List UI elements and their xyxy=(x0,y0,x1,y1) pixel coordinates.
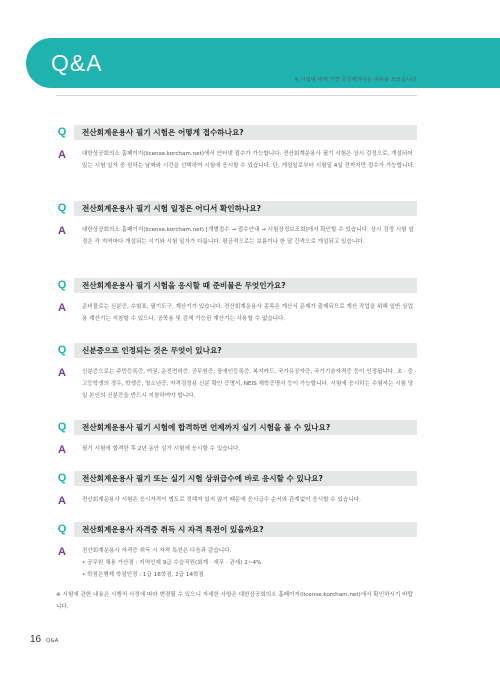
question-text: 전산회계운용사 필기 또는 실기 시험 상위급수에 바로 응시할 수 있나요? xyxy=(82,474,323,483)
footnote: ※ 시험에 관한 내용은 시행처 사정에 따라 변경될 수 있으니 자세한 사항은 대한상공회의소 홈페이지(license.korcham.net)에서 확인하시기 바랍니다. xyxy=(56,592,413,610)
question-row xyxy=(55,420,417,435)
answer-row xyxy=(55,494,417,506)
answer-row xyxy=(55,148,417,172)
page-title: Q&A xyxy=(51,50,103,76)
qa-item xyxy=(55,278,417,325)
question-row xyxy=(55,201,417,216)
question-row xyxy=(55,343,417,358)
question-marker: Q xyxy=(57,421,67,433)
question-row xyxy=(55,522,417,537)
answer-bullet: • 공무원 채용 가산점 : 지역인재 9급 수습직원(회계 · 세무 · 관세) 2~4% xyxy=(82,560,262,566)
answer-text: 필기 시험에 합격한 후 2년 동안 실기 시험에 응시할 수 있습니다. xyxy=(82,446,241,452)
answer-marker: A xyxy=(58,367,66,379)
question-text: 전산회계운용사 자격증 취득 시 자격 특전이 있을까요? xyxy=(82,525,264,534)
question-marker: Q xyxy=(57,344,67,356)
answer-row xyxy=(55,224,417,248)
answer-marker: A xyxy=(58,149,66,161)
header-divider xyxy=(56,95,417,96)
question-marker: Q xyxy=(57,202,67,214)
footer-section-label: Q&A xyxy=(46,638,59,644)
question-text: 신분증으로 인정되는 것은 무엇이 있나요? xyxy=(82,346,222,355)
answer-marker: A xyxy=(58,302,66,314)
question-row xyxy=(55,471,417,486)
qa-item xyxy=(55,420,417,455)
header-note: ※ 시험에 대해 가장 궁금해하시는 내용을 모았습니다. xyxy=(294,77,418,83)
answer-marker: A xyxy=(58,444,66,456)
answer-row xyxy=(55,443,417,455)
answer-bullet: • 학점은행제 학점인정 : 1급 16학점, 2급 14학점 xyxy=(82,572,204,578)
answer-line: 전산회계운용사 자격증 취득 시 자격 특전은 다음과 같습니다. xyxy=(82,548,232,554)
answer-row xyxy=(55,301,417,325)
answer-marker: A xyxy=(58,225,66,237)
answer-text: 대한상공회의소 홈페이지(license.korcham.net)에서 인터넷 접수가 가능합니다. 전산회계운용사 필기 시험은 상시 검정으로, 개설되어 있는 시험 일자 중 원하는 날짜와 시간을 선택하여 시험에 응시할 수 있습니다. 단, 개설일로부터 시험일 4일 전까지만 접수가 가능합니다. xyxy=(82,151,415,169)
qa-item xyxy=(55,522,417,581)
answer-text: 대한상공회의소 홈페이지(license.korcham.net) [개별접수 → 접수안내 → 시험장정보조회]에서 확인할 수 있습니다. 상시 검정 시험 일정은 각 지역마다 개설되는 시기와 시험 일자가 다릅니다. 평균적으로는 보름이나 한 달 간격으로 개설되고 있습니다. xyxy=(82,227,414,245)
answer-text: 준비물로는 신분증, 수험표, 필기도구, 계산기가 있습니다. 전산회계운용사 종목은 계산식 문제가 출제되므로 계산 작업을 위해 일반 상업용 계산기는 지참할 수 있으나, 공학용 및 검색 가능한 계산기는 사용할 수 없습니다. xyxy=(82,304,413,322)
question-text: 전산회계운용사 필기 시험 일정은 어디서 확인하나요? xyxy=(82,204,262,213)
question-text: 전산회계운용사 필기 시험에 합격하면 언제까지 실기 시험을 볼 수 있나요? xyxy=(82,423,331,432)
qa-item xyxy=(55,471,417,506)
question-row xyxy=(55,278,417,293)
qa-item xyxy=(55,201,417,248)
answer-text: 전산회계운용사 시험은 응시자격이 별도로 정해져 있지 않기 때문에 응시급수 순서와 관계없이 응시할 수 있습니다. xyxy=(82,497,361,503)
question-text: 전산회계운용사 필기 시험은 어떻게 접수하나요? xyxy=(82,128,244,137)
answer-marker: A xyxy=(58,495,66,507)
question-text: 전산회계운용사 필기 시험을 응시할 때 준비물은 무엇인가요? xyxy=(82,281,286,290)
page-number: 16 xyxy=(30,634,42,645)
answer-marker: A xyxy=(58,546,66,558)
answer-text xyxy=(82,545,417,581)
answer-row xyxy=(55,366,417,402)
question-marker: Q xyxy=(57,126,67,138)
question-marker: Q xyxy=(57,523,67,535)
answer-row xyxy=(55,545,417,581)
qa-item xyxy=(55,125,417,172)
question-marker: Q xyxy=(57,472,67,484)
qa-item xyxy=(55,343,417,402)
answer-text: 신분증으로는 주민등록증, 여권, 운전면허증, 공무원증, 장애인등록증, 복지카드, 국가유공자증, 국가기술자격증 등이 인정됩니다. 초 · 중 · 고등학생의 경우, 학생증, 청소년증, 자격검정용 신분 확인 증명서, NEIS 재학증명서 등이 가능합니다. 시험에 응시하는 수험자는 시험 당일 본인의 신분증을 반드시 지참하여야 합니다. xyxy=(82,369,417,399)
question-marker: Q xyxy=(57,279,67,291)
question-row xyxy=(55,125,417,140)
